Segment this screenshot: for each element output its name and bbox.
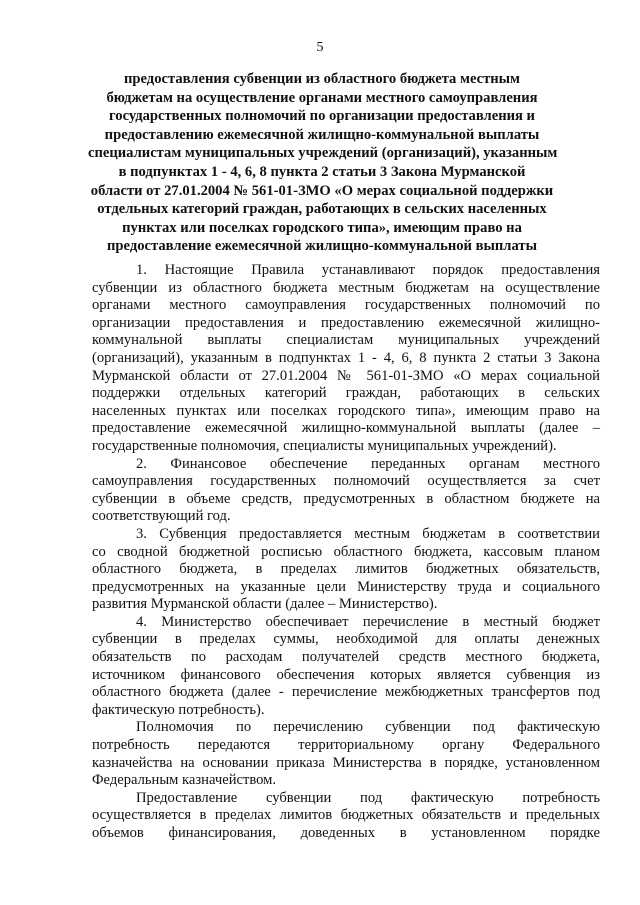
text-line: областного бюджета, в пределах лимитов бюджетных обязательств, [92,561,600,578]
text-line: предоставление ежемесячной жилищно-коммунальной выплаты (далее – [92,420,600,437]
text-line: самоуправления государственных полномочий осуществляется за счет [92,473,600,490]
title-line: области от 27.01.2004 № 561-01-ЗМО «О мерах социальной поддержки [90,182,554,199]
text-line: 2. Финансовое обеспечение переданных органам местного [136,455,600,472]
text-line: осуществляется в пределах лимитов бюджетных обязательств и предельных [92,807,600,824]
text-line: органами местного самоуправления государственных полномочий по [92,297,600,314]
paragraph-3 [92,526,600,614]
title-line: специалистам муниципальных учреждений (организаций), указанным [88,145,558,162]
text-line: источником финансового обеспечения которых является субвенция из [92,666,600,683]
title-line: предоставление ежемесячной жилищно-коммунальной выплаты [107,238,537,255]
text-line: со сводной бюджетной росписью областного бюджета, кассовым планом [92,543,600,560]
title-line: отдельных категорий граждан, работающих в сельских населенных [97,201,547,218]
text-line: субвенции из областного бюджета местным бюджетам на осуществление [92,279,600,296]
text-line: коммунальной выплаты специалистам муниципальных учреждений [92,332,600,349]
text-line: субвенции в пределах суммы, необходимой для оплаты денежных [92,631,600,648]
page-number: 5 [316,40,324,55]
document-title [88,70,556,256]
text-line: (организаций), указанным в подпунктах 1 - 4, 6, 8 пункта 2 статьи 3 Закона [92,349,600,366]
title-line: бюджетам на осуществление органами местного самоуправления [106,89,538,106]
title-line: предоставлению ежемесячной жилищно-коммунальной выплаты [104,126,540,143]
title-line: пунктах или поселках городского типа», имеющим право на [122,219,522,236]
text-line: предусмотренных на указанные цели Министерству труда и социального [92,578,600,595]
text-line: фактическую потребность). [92,701,265,718]
text-line: поддержки отдельных категорий граждан, работающих в сельских [92,385,600,402]
text-line: объемов финансирования, доведенных в установленном порядке [92,825,600,841]
title-line: предоставления субвенции из областного бюджета местным [124,71,520,87]
text-line: Предоставление субвенции под фактическую потребность [136,789,600,806]
text-line: соответствующий год. [92,508,231,525]
paragraph-2 [92,456,600,526]
text-line: 3. Субвенция предоставляется местным бюджетам в соответствии [136,525,600,542]
text-line: 1. Настоящие Правила устанавливают порядок предоставления [136,262,600,278]
paragraph-6 [92,790,600,843]
text-line: 4. Министерство обеспечивает перечисление в местный бюджет [136,613,600,630]
text-line: развития Мурманской области (далее – Министерство). [92,596,438,613]
text-line: государственные полномочия, специалисты муниципальных учреждений). [92,437,557,454]
title-line: в подпунктах 1 - 4, 6, 8 пункта 2 статьи 3 Закона Мурманской [118,163,526,180]
text-line: потребность передаются территориальному органу Федерального [92,737,600,754]
paragraph-1 [92,262,600,456]
text-line: Полномочия по перечислению субвенции под фактическую [136,719,600,736]
text-line: областного бюджета (далее - перечисление межбюджетных трансфертов под [92,684,600,701]
document-body [92,262,600,843]
title-line: государственных полномочий по организации предоставления и [109,108,535,125]
text-line: организации предоставления и предоставлению ежемесячной жилищно- [92,314,600,331]
paragraph-5 [92,719,600,789]
text-line: населенных пунктах или поселках городского типа», имеющим право на [92,402,600,419]
paragraph-4 [92,614,600,720]
text-line: Федеральным казначейством. [92,772,277,789]
text-line: обязательств по расходам получателей средств местного бюджета, [92,649,600,666]
text-line: Мурманской области от 27.01.2004 № 561-01-ЗМО «О мерах социальной [92,367,600,384]
text-line: субвенции в объеме средств, предусмотренных в областном бюджете на [92,490,600,507]
text-line: казначейства на основании приказа Министерства в порядке, установленном [92,754,600,771]
